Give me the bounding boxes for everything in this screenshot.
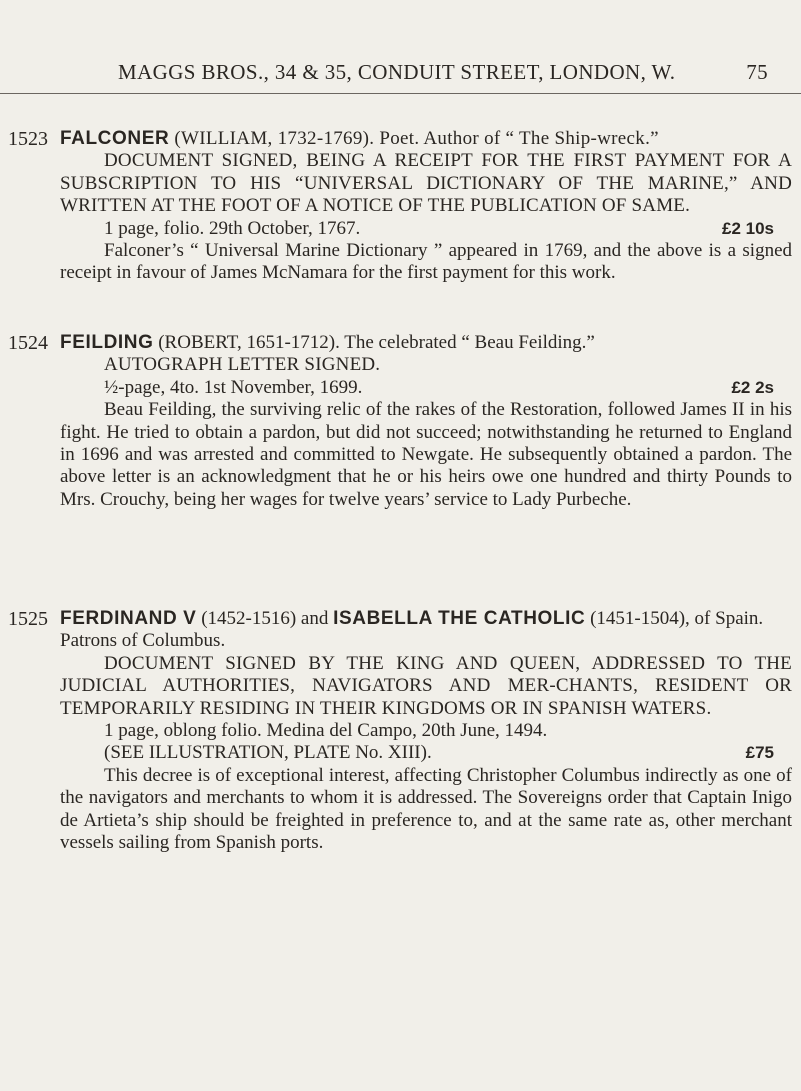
entry-description: ½-page, 4to. 1st November, 1699.	[104, 376, 363, 398]
entry-name: FERDINAND V	[60, 608, 197, 629]
entry-title: DOCUMENT SIGNED, BEING A RECEIPT FOR THE FIRST PAYMENT FOR A SUBSCRIPTION TO HIS “UNIVERSAL DICTIONARY OF THE MARINE,” AND WRITTEN AT THE FOOT OF A NOTICE OF THE PUBLICATION OF SAME.	[60, 150, 792, 217]
entry-price: £2 2s	[731, 377, 774, 397]
lot-number: 1523	[8, 128, 48, 150]
entry-intro-mid: (1452-1516) and	[201, 608, 329, 629]
entry-name: FALCONER	[60, 128, 170, 149]
entry-intro: (WILLIAM, 1732-1769). Poet. Author of “ The Ship-wreck.”	[174, 128, 659, 149]
entry-name: FEILDING	[60, 332, 154, 353]
entry-illustration-line	[60, 742, 792, 764]
lot-number: 1525	[8, 608, 48, 630]
entry-price: £75	[745, 743, 774, 763]
entry-note: Falconer’s “ Universal Marine Dictionary ” appeared in 1769, and the above is a signed receipt in favour of James McNamara for the first payment for this work.	[60, 240, 792, 284]
page-number: 75	[746, 60, 768, 84]
entry-name-secondary: ISABELLA THE CATHOLIC	[333, 608, 586, 629]
entry-price: £2 10s	[722, 218, 774, 238]
entry-intro: (1451-1504), of Spain. Patrons of Columbus.	[60, 608, 764, 652]
entry-note: Beau Feilding, the surviving relic of the rakes of the Restoration, followed James II in his fight. He tried to obtain a pardon, but did not succeed; notwithstanding he returned to England in 1696 and was arrested and committed to Newgate. He subsequently obtained a pardon. The above letter is an acknowledgment that he or his heirs owe one hundred and thirty Pounds to Mrs. Crouchy, being her wages for twelve years’ service to Lady Purbeche.	[60, 399, 792, 510]
running-head-text: MAGGS BROS., 34 & 35, CONDUIT STREET, LONDON, W.	[118, 60, 676, 84]
running-head	[118, 60, 798, 85]
entry-title: AUTOGRAPH LETTER SIGNED.	[104, 354, 381, 376]
entry-description-line	[60, 218, 792, 240]
lot-number: 1524	[8, 332, 48, 354]
entry-description: 1 page, oblong folio. Medina del Campo, 20th June, 1494.	[104, 720, 548, 742]
entry-title: DOCUMENT SIGNED BY THE KING AND QUEEN, ADDRESSED TO THE JUDICIAL AUTHORITIES, NAVIGATORS AND MER-CHANTS, RESIDENT OR TEMPORARILY RESIDING IN THEIR KINGDOMS OR IN SPANISH WATERS.	[60, 652, 792, 719]
entry-note: This decree is of exceptional interest, affecting Christopher Columbus indirectly as one of the navigators and merchants to whom it is addressed. The Sovereigns order that Captain Inigo de Artieta’s ship should be freighted in preference to, and at the same rate as, other merchant vessels sailing from Spanish ports.	[60, 764, 792, 854]
header-rule	[0, 93, 801, 94]
entry-intro: (ROBERT, 1651-1712). The celebrated “ Beau Feilding.”	[158, 332, 595, 353]
entry-description-line	[60, 377, 792, 399]
entry-illustration-ref: (SEE ILLUSTRATION, PLATE No. XIII).	[104, 742, 432, 764]
entry-description: 1 page, folio. 29th October, 1767.	[104, 217, 361, 239]
